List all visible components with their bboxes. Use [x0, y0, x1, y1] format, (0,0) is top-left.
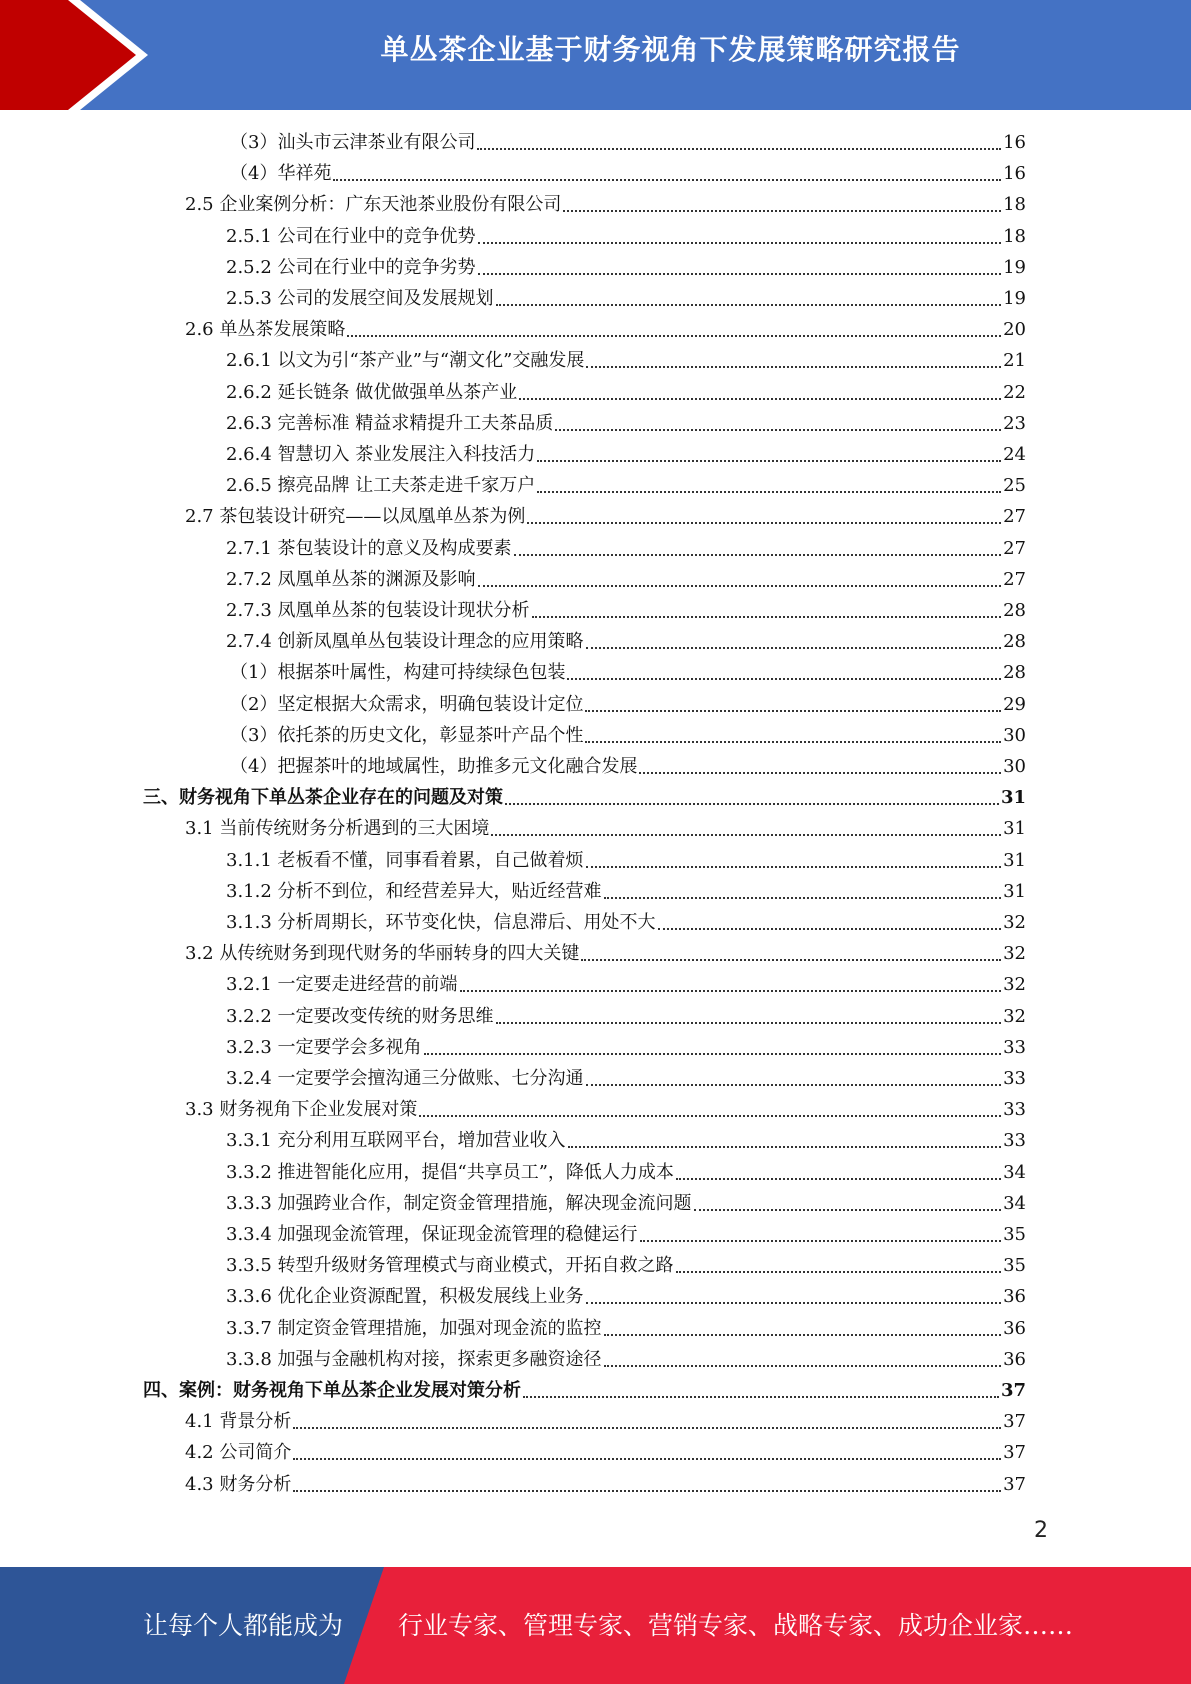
- toc-entry-label: 2.7.2 凤凰单丛茶的渊源及影响: [226, 568, 476, 590]
- toc-entry-label: 3.2.2 一定要改变传统的财务思维: [226, 1005, 494, 1027]
- toc-entry-page: 23: [1003, 412, 1026, 434]
- toc-entry-label: 2.6 单丛茶发展策略: [185, 319, 346, 341]
- toc-entry-page: 37: [1003, 1442, 1026, 1464]
- toc-entry-label: 2.7 茶包装设计研究——以凤凰单丛茶为例: [185, 506, 526, 528]
- toc-entry-page: 36: [1003, 1317, 1026, 1339]
- report-title: 单丛茶企业基于财务视角下发展策略研究报告: [380, 33, 961, 66]
- toc-entry-label: 2.5 企业案例分析：广东天池茶业股份有限公司: [185, 194, 562, 216]
- toc-dot-leader: [586, 1302, 1002, 1304]
- toc-entry[interactable]: [226, 907, 1026, 938]
- toc-entry[interactable]: [226, 1063, 1026, 1094]
- toc-entry[interactable]: [226, 439, 1026, 470]
- toc-dot-leader: [563, 210, 1001, 212]
- toc-entry-label: 4.3 财务分析: [185, 1473, 292, 1495]
- toc-dot-leader: [604, 1334, 1002, 1336]
- toc-entry[interactable]: [185, 1469, 1026, 1500]
- toc-entry[interactable]: [185, 189, 1026, 220]
- toc-entry[interactable]: [185, 501, 1026, 532]
- toc-entry[interactable]: [143, 782, 1026, 813]
- toc-entry-page: 16: [1003, 163, 1026, 185]
- toc-dot-leader: [567, 678, 1001, 680]
- toc-dot-leader: [523, 1396, 999, 1398]
- toc-entry-page: 34: [1003, 1161, 1026, 1183]
- toc-dot-leader: [586, 866, 1002, 868]
- toc-entry[interactable]: [226, 221, 1026, 252]
- toc-entry-page: 33: [1003, 1099, 1026, 1121]
- toc-entry-label: 3.3 财务视角下企业发展对策: [185, 1099, 418, 1121]
- toc-entry[interactable]: [226, 283, 1026, 314]
- toc-dot-leader: [604, 897, 1002, 899]
- toc-entry-page: 32: [1003, 912, 1026, 933]
- toc-dot-leader: [347, 335, 1001, 337]
- toc-entry-label: （3）依托茶的历史文化，彰显茶叶产品个性: [230, 724, 584, 746]
- toc-dot-leader: [581, 959, 1001, 961]
- toc-entry[interactable]: [226, 377, 1026, 408]
- toc-entry-page: 32: [1003, 943, 1026, 965]
- toc-entry-page: 30: [1003, 724, 1026, 746]
- toc-entry-page: 30: [1003, 756, 1026, 777]
- toc-entry[interactable]: [226, 1157, 1026, 1188]
- footer-slogan-left: 让每个人都能成为: [143, 1611, 344, 1640]
- toc-dot-leader: [586, 647, 1002, 649]
- toc-dot-leader: [478, 242, 1002, 244]
- toc-entry-label: 2.6.5 擦亮品牌 让工夫茶走进千家万户: [226, 475, 536, 497]
- toc-entry-page: 31: [1003, 849, 1026, 871]
- toc-entry-page: 28: [1003, 631, 1026, 653]
- toc-entry-label: 3.1.3 分析周期长，环节变化快，信息滞后、用处不大: [226, 912, 656, 933]
- toc-entry[interactable]: [230, 127, 1026, 158]
- toc-entry-label: 3.3.7 制定资金管理措施，加强对现金流的监控: [226, 1317, 602, 1339]
- toc-entry-page: 33: [1003, 1068, 1026, 1089]
- toc-entry-label: （2）坚定根据大众需求，明确包装设计定位: [230, 693, 584, 715]
- toc-entry-label: 2.6.2 延长链条 做优做强单丛茶产业: [226, 381, 518, 403]
- toc-dot-leader: [639, 772, 1001, 774]
- toc-entry[interactable]: [230, 158, 1026, 189]
- toc-entry-label: 3.2.1 一定要走进经营的前端: [226, 974, 458, 996]
- toc-entry-label: 3.3.5 转型升级财务管理模式与商业模式，开拓自救之路: [226, 1255, 674, 1277]
- toc-entry-label: 3.3.4 加强现金流管理，保证现金流管理的稳健运行: [226, 1224, 638, 1245]
- toc-entry[interactable]: [143, 1375, 1026, 1406]
- toc-entry-page: 36: [1003, 1348, 1026, 1370]
- toc-dot-leader: [333, 179, 1001, 181]
- toc-entry-page: 35: [1003, 1224, 1026, 1245]
- toc-entry-label: （4）把握茶叶的地域属性，助推多元文化融合发展: [230, 756, 638, 777]
- toc-entry[interactable]: [226, 408, 1026, 439]
- toc-entry-label: 2.7.1 茶包装设计的意义及构成要素: [226, 537, 512, 559]
- toc-entry-page: 28: [1003, 662, 1026, 684]
- toc-entry[interactable]: [226, 595, 1026, 626]
- toc-entry-page: 19: [1003, 288, 1026, 309]
- toc-entry-label: 2.7.3 凤凰单丛茶的包装设计现状分析: [226, 600, 530, 621]
- toc-entry[interactable]: [226, 1125, 1026, 1156]
- toc-entry[interactable]: [226, 1281, 1026, 1312]
- toc-dot-leader: [293, 1458, 1001, 1460]
- toc-entry[interactable]: [230, 751, 1026, 782]
- toc-entry-page: 37: [1000, 1380, 1026, 1401]
- toc-entry[interactable]: [226, 1001, 1026, 1032]
- toc-entry-label: 3.2 从传统财务到现代财务的华丽转身的四大关键: [185, 943, 580, 965]
- toc-entry-label: （3）汕头市云津茶业有限公司: [230, 132, 476, 153]
- toc-entry[interactable]: [226, 1250, 1026, 1281]
- toc-dot-leader: [555, 429, 1001, 431]
- page-footer: [0, 1567, 1191, 1684]
- toc-entry-page: 29: [1003, 693, 1026, 715]
- toc-entry-page: 31: [1000, 787, 1026, 809]
- toc-entry-page: 21: [1003, 350, 1026, 372]
- toc-entry-label: 4.2 公司简介: [185, 1442, 292, 1464]
- toc-entry[interactable]: [230, 657, 1026, 688]
- toc-entry-page: 24: [1003, 444, 1026, 465]
- toc-entry-page: 35: [1003, 1255, 1026, 1277]
- toc-dot-leader: [532, 616, 1002, 618]
- toc-entry[interactable]: [226, 876, 1026, 907]
- toc-entry[interactable]: [185, 1437, 1026, 1468]
- toc-dot-leader: [505, 803, 999, 805]
- toc-entry-label: （4）华祥苑: [230, 163, 332, 185]
- toc-dot-leader: [694, 1209, 1002, 1211]
- toc-dot-leader: [585, 710, 1001, 712]
- toc-entry-label: 2.7.4 创新凤凰单丛包装设计理念的应用策略: [226, 631, 584, 653]
- toc-entry[interactable]: [185, 314, 1026, 345]
- toc-dot-leader: [478, 273, 1002, 275]
- toc-entry[interactable]: [226, 1219, 1026, 1250]
- page-number: 2: [1034, 1518, 1048, 1543]
- toc-entry-page: 19: [1003, 256, 1026, 278]
- toc-dot-leader: [419, 1115, 1001, 1117]
- toc-entry-label: 2.6.3 完善标准 精益求精提升工夫茶品质: [226, 412, 554, 434]
- toc-entry[interactable]: [226, 470, 1026, 501]
- toc-entry-label: 3.3.6 优化企业资源配置，积极发展线上业务: [226, 1286, 584, 1308]
- toc-entry[interactable]: [226, 533, 1026, 564]
- toc-entry[interactable]: [185, 1094, 1026, 1125]
- toc-dot-leader: [496, 304, 1002, 306]
- toc-entry-label: 3.2.4 一定要学会擅沟通三分做账、七分沟通: [226, 1068, 584, 1089]
- toc-dot-leader: [537, 491, 1001, 493]
- toc-entry[interactable]: [226, 252, 1026, 283]
- toc-dot-leader: [514, 554, 1002, 556]
- toc-entry[interactable]: [230, 720, 1026, 751]
- toc-dot-leader: [537, 460, 1001, 462]
- toc-entry-label: 3.1.2 分析不到位，和经营差异大，贴近经营难: [226, 880, 602, 902]
- toc-entry-page: 22: [1003, 381, 1026, 403]
- toc-dot-leader: [496, 1022, 1002, 1024]
- toc-entry[interactable]: [226, 1032, 1026, 1063]
- toc-entry[interactable]: [185, 1406, 1026, 1437]
- toc-entry-label: 2.6.1 以文为引“茶产业”与“潮文化”交融发展: [226, 350, 585, 372]
- toc-entry-label: 3.3.1 充分利用互联网平台，增加营业收入: [226, 1130, 566, 1152]
- toc-entry-page: 27: [1003, 506, 1026, 528]
- toc-entry-label: （1）根据茶叶属性，构建可持续绿色包装: [230, 662, 566, 684]
- toc-dot-leader: [676, 1271, 1002, 1273]
- toc-dot-leader: [527, 522, 1001, 524]
- toc-dot-leader: [477, 148, 1001, 150]
- toc-entry-page: 33: [1003, 1036, 1026, 1058]
- toc-entry-page: 16: [1003, 132, 1026, 153]
- toc-entry[interactable]: [226, 1188, 1026, 1219]
- toc-dot-leader: [519, 398, 1001, 400]
- toc-entry[interactable]: [226, 345, 1026, 376]
- toc-entry-label: 3.1 当前传统财务分析遇到的三大困境: [185, 818, 490, 840]
- footer-slogan-right: 行业专家、管理专家、营销专家、战略专家、成功企业家……: [398, 1611, 1074, 1640]
- toc-entry-page: 31: [1003, 880, 1026, 902]
- toc-entry-label: 三、财务视角下单丛茶企业存在的问题及对策: [143, 787, 503, 809]
- toc-dot-leader: [568, 1146, 1002, 1148]
- toc-dot-leader: [604, 1365, 1002, 1367]
- toc-entry-label: 2.5.3 公司的发展空间及发展规划: [226, 288, 494, 309]
- toc-dot-leader: [491, 834, 1001, 836]
- toc-entry-label: 四、案例：财务视角下单丛茶企业发展对策分析: [143, 1380, 521, 1401]
- toc-dot-leader: [478, 585, 1002, 587]
- toc-entry[interactable]: [226, 564, 1026, 595]
- toc-entry-page: 36: [1003, 1286, 1026, 1308]
- toc-entry[interactable]: [226, 969, 1026, 1000]
- toc-entry[interactable]: [226, 626, 1026, 657]
- toc-dot-leader: [424, 1053, 1002, 1055]
- toc-entry-page: 27: [1003, 537, 1026, 559]
- toc-entry[interactable]: [226, 845, 1026, 876]
- toc-entry-label: 4.1 背景分析: [185, 1411, 292, 1433]
- toc-entry-page: 18: [1003, 194, 1026, 216]
- toc-entry-page: 37: [1003, 1411, 1026, 1433]
- toc-entry[interactable]: [185, 938, 1026, 969]
- toc-entry-page: 27: [1003, 568, 1026, 590]
- toc-entry-page: 33: [1003, 1130, 1026, 1152]
- toc-entry-page: 32: [1003, 974, 1026, 996]
- toc-entry[interactable]: [230, 689, 1026, 720]
- toc-dot-leader: [585, 741, 1001, 743]
- toc-entry-page: 28: [1003, 600, 1026, 621]
- toc-entry-label: 3.3.3 加强跨业合作，制定资金管理措施，解决现金流问题: [226, 1192, 692, 1214]
- toc-entry[interactable]: [226, 1344, 1026, 1375]
- toc-dot-leader: [586, 1084, 1002, 1086]
- toc-entry-page: 20: [1003, 319, 1026, 341]
- toc-dot-leader: [640, 1240, 1002, 1242]
- toc-entry[interactable]: [185, 813, 1026, 844]
- toc-entry-label: 3.2.3 一定要学会多视角: [226, 1036, 422, 1058]
- toc-dot-leader: [676, 1178, 1001, 1180]
- toc-entry-label: 3.3.8 加强与金融机构对接，探索更多融资途径: [226, 1348, 602, 1370]
- toc-entry[interactable]: [226, 1313, 1026, 1344]
- toc-entry-label: 2.5.1 公司在行业中的竞争优势: [226, 225, 476, 247]
- toc-entry-label: 2.5.2 公司在行业中的竞争劣势: [226, 256, 476, 278]
- toc-dot-leader: [658, 928, 1002, 930]
- toc-dot-leader: [586, 366, 1001, 368]
- toc-dot-leader: [293, 1427, 1001, 1429]
- page-header: [0, 0, 1191, 110]
- toc-entry-page: 37: [1003, 1473, 1026, 1495]
- toc-dot-leader: [460, 990, 1002, 992]
- toc-entry-page: 25: [1003, 475, 1026, 497]
- toc-entry-page: 31: [1003, 818, 1026, 840]
- toc-entry-label: 3.1.1 老板看不懂，同事看着累，自己做着烦: [226, 849, 584, 871]
- toc-entry-page: 34: [1003, 1192, 1026, 1214]
- toc-entry-page: 18: [1003, 225, 1026, 247]
- toc-entry-label: 3.3.2 推进智能化应用，提倡“共享员工”，降低人力成本: [226, 1161, 674, 1183]
- toc-entry-label: 2.6.4 智慧切入 茶业发展注入科技活力: [226, 444, 536, 465]
- toc-entry-page: 32: [1003, 1005, 1026, 1027]
- toc-dot-leader: [293, 1490, 1001, 1492]
